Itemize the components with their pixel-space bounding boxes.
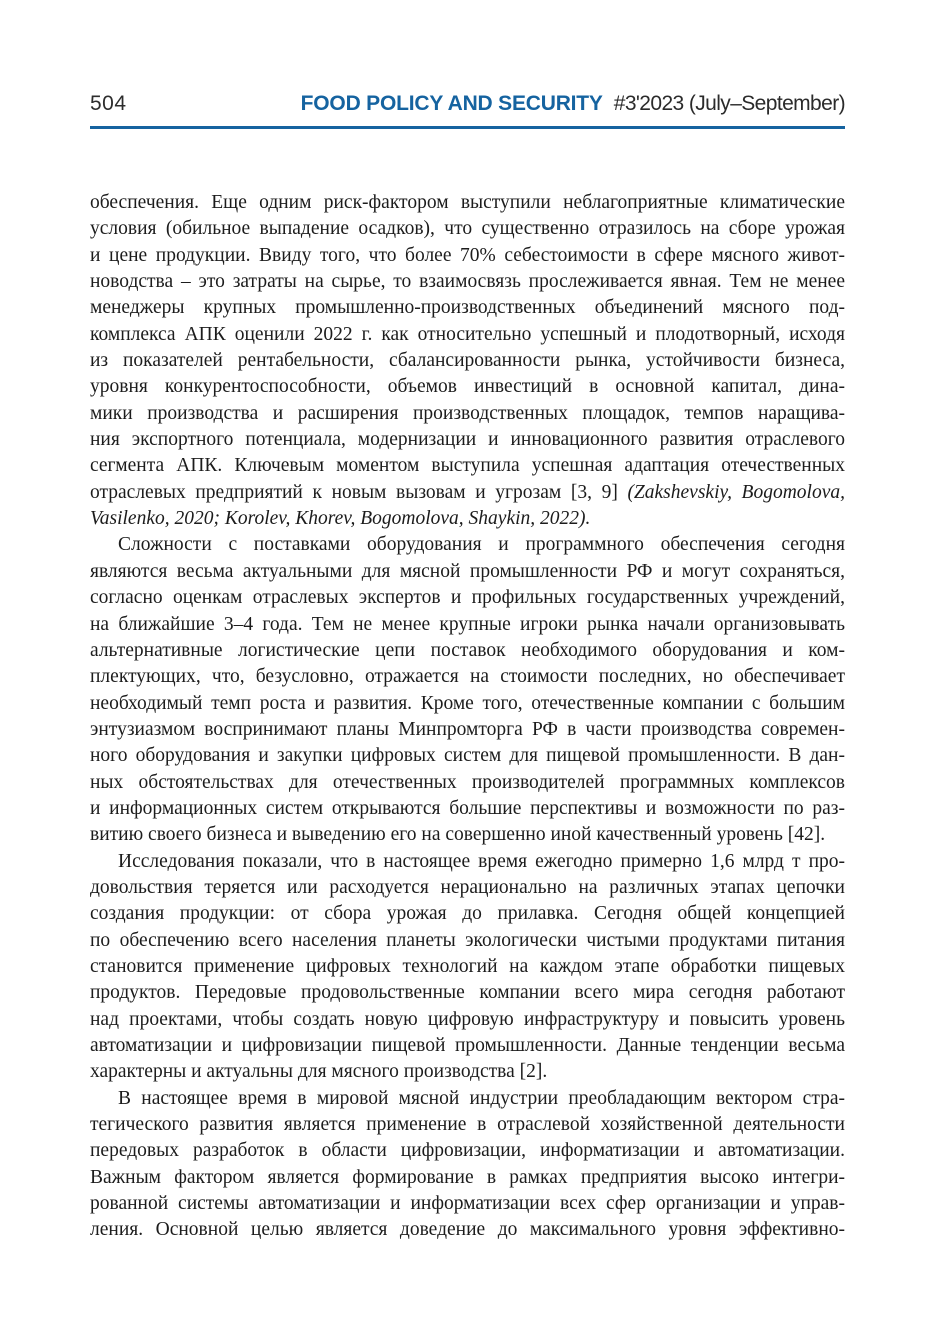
citation-italic: (Zakshevskiy, Bogomolova, bbox=[627, 481, 845, 503]
text-line: уровня конкурентоспособности, объемов инвестиций в основной капитал, дина- bbox=[90, 376, 845, 398]
text-line: мики производства и расширения производственных площадок, темпов наращива- bbox=[90, 402, 845, 424]
text-line: из показателей рентабельности, сбалансированности рынка, устойчивости бизнеса, bbox=[90, 350, 845, 372]
text-line: отраслевых предприятий к новым вызовам и угрозам [3, 9] (Zakshevskiy, Bogomolova, bbox=[90, 481, 845, 503]
text-line: ных обстоятельствах для отечественных производителей программных комплексов bbox=[90, 771, 845, 793]
text-line: витию своего бизнеса и выведению его на совершенно иной качественный уровень [42]. bbox=[90, 824, 826, 846]
issue-info: #3'2023 (July–September) bbox=[613, 92, 845, 115]
text-line: становится применение цифровых технологий на каждом этапе обработки пищевых bbox=[90, 955, 845, 977]
text-line: ния экспортного потенциала, модернизации и инновационного развития отраслевого bbox=[90, 429, 845, 451]
journal-title: FOOD POLICY AND SECURITY bbox=[300, 92, 603, 115]
text-line: условия (обильное выпадение осадков), что существенно отразилось на сборе урожая bbox=[90, 218, 845, 240]
text-line: передовых разработок в области цифровизации, информатизации и автоматизации. bbox=[90, 1140, 845, 1162]
text-line: плектующих, что, безусловно, отражается на стоимости последних, но обеспечивает bbox=[90, 666, 845, 688]
citation-italic: Vasilenko, 2020; Korolev, Khorev, Bogomolova, Shaykin, 2022). bbox=[90, 508, 591, 530]
text-line: менеджеры крупных промышленно-производственных объединений мясного под- bbox=[90, 297, 845, 319]
text-line: Важным фактором является формирование в рамках предприятия высоко интегри- bbox=[90, 1166, 845, 1188]
text-line: автоматизации и цифровизации пищевой промышленности. Данные тенденции весьма bbox=[90, 1035, 845, 1056]
text-line: на ближайшие 3–4 года. Тем не менее крупные игроки рынка начали организовывать bbox=[90, 613, 845, 635]
text-line: являются весьма актуальными для мясной промышленности РФ и могут сохраняться, bbox=[90, 560, 845, 582]
text-line: довольствия теряется или расходуется нерационально на различных этапах цепочки bbox=[90, 876, 845, 898]
paragraph bbox=[90, 849, 845, 1086]
paragraph bbox=[90, 532, 845, 848]
header-rule bbox=[90, 126, 845, 129]
text-line: и информационных систем открываются большие перспективы и возможности по раз- bbox=[90, 797, 845, 819]
article-body bbox=[90, 190, 845, 1244]
text-line: Сложности с поставками оборудования и программного обеспечения сегодня bbox=[118, 534, 845, 556]
running-head bbox=[90, 92, 845, 116]
text-line: необходимый темп роста и развития. Кроме того, отечественные компании с большим bbox=[90, 692, 845, 714]
page-number: 504 bbox=[90, 92, 127, 115]
text-line: ного оборудования и закупки цифровых систем для пищевой промышленности. В дан- bbox=[90, 745, 845, 767]
text-line: создания продукции: от сбора урожая до прилавка. Сегодня общей концепцией bbox=[90, 903, 845, 925]
text-line: согласно оценкам отраслевых экспертов и профильных государственных учреждений, bbox=[90, 587, 845, 609]
paragraph bbox=[90, 190, 845, 532]
text-line: по обеспечению всего населения планеты экологически чистыми продуктами питания bbox=[90, 929, 845, 951]
text-line: В настоящее время в мировой мясной индустрии преобладающим вектором стра- bbox=[118, 1087, 845, 1109]
text-line: над проектами, чтобы создать новую цифровую инфраструктуру и повысить уровень bbox=[90, 1008, 845, 1030]
text-line: энтузиазмом воспринимают планы Минпромторга РФ в части производства современ- bbox=[90, 718, 845, 740]
text-line bbox=[90, 506, 845, 532]
text-line: рованной системы автоматизации и информатизации всех сфер организации и управ- bbox=[90, 1193, 845, 1215]
text-line: продуктов. Передовые продовольственные компании всего мира сегодня работают bbox=[90, 982, 845, 1004]
text-line: характерны и актуальны для мясного производства [2]. bbox=[90, 1061, 548, 1083]
text-line: сегмента АПК. Ключевым моментом выступила успешная адаптация отечественных bbox=[90, 455, 845, 477]
text-line: тегического развития является применение в отраслевой хозяйственной деятельности bbox=[90, 1114, 845, 1136]
paragraph bbox=[90, 1086, 845, 1244]
text-line: и цене продукции. Ввиду того, что более 70% себестоимости в сфере мясного живот- bbox=[90, 244, 845, 266]
text-line: новодства – это затраты на сырье, то взаимосвязь прослеживается явная. Тем не менее bbox=[90, 271, 845, 293]
text-line: ления. Основной целью является доведение до максимального уровня эффективно- bbox=[90, 1219, 845, 1241]
running-head-right bbox=[301, 92, 845, 116]
text-line: обеспечения. Еще одним риск-фактором выступили неблагоприятные климатические bbox=[90, 192, 845, 213]
text-line: альтернативные логистические цепи поставок необходимого оборудования и ком- bbox=[90, 639, 845, 661]
text-line: комплекса АПК оценили 2022 г. как относительно успешный и плодотворный, исходя bbox=[90, 323, 845, 345]
text-line: Исследования показали, что в настоящее время ежегодно примерно 1,6 млрд т про- bbox=[118, 850, 845, 872]
